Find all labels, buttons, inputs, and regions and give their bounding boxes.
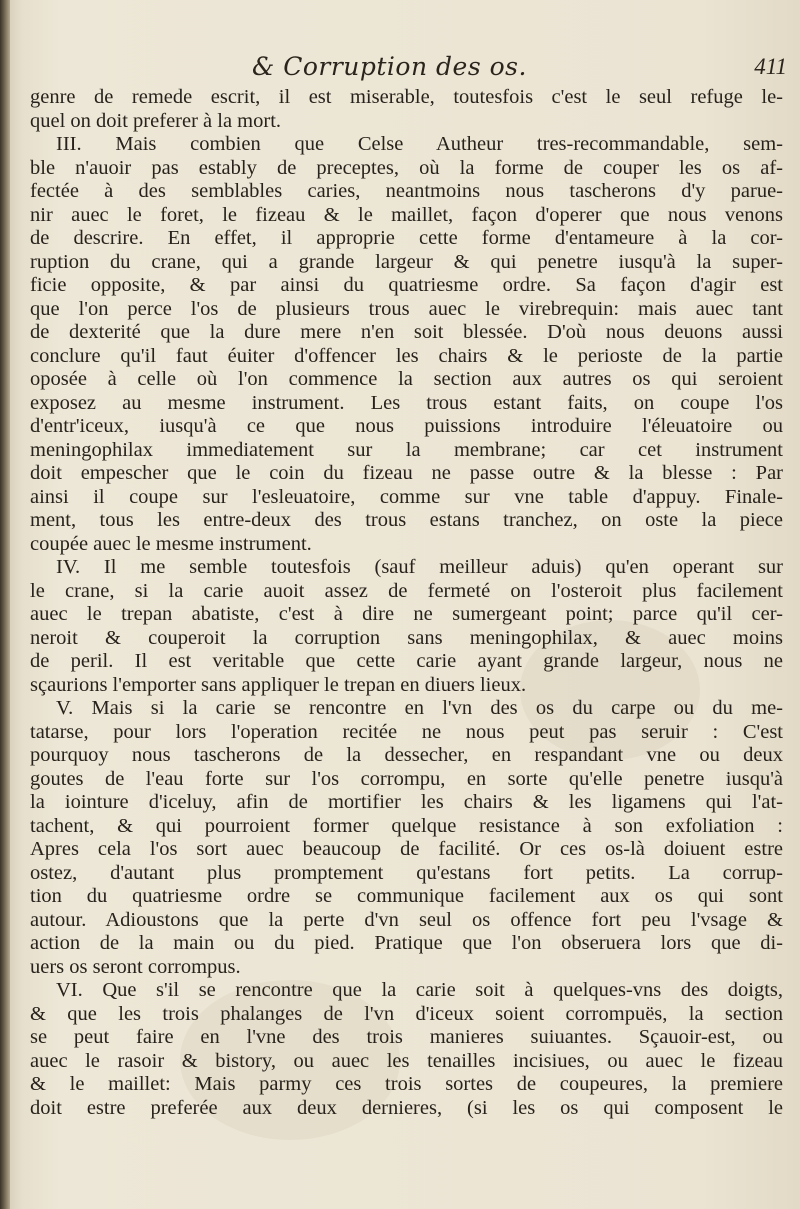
text-line: genre de remede escrit, il est miserable, toutesfois c'est le seul refuge le- — [30, 86, 783, 108]
text-line: III. Mais combien que Celse Autheur tres-recommandable, sem- — [56, 133, 783, 155]
text-line: doit estre preferée aux deux dernieres, (si les os qui composent le — [30, 1096, 783, 1119]
text-line: exposez au mesme instrument. Les trous estant faits, on coupe l'os — [30, 391, 783, 414]
text-line: neroit & couperoit la corruption sans meningophilax, & auec moins — [30, 626, 783, 649]
text-line: ostez, d'autant plus promptement qu'estans fort petits. La corrup- — [30, 861, 783, 884]
text-line: coupée auec le mesme instrument. — [30, 532, 312, 555]
text-line: d'entr'iceux, iusqu'à ce que nous puissions introduire l'éleuatoire ou — [30, 415, 783, 437]
text-line: action de la main ou du pied. Pratique que l'on obseruera lors que di- — [30, 932, 783, 954]
text-line: tatarse, pour lors l'operation recitée ne nous peut pas seruir : C'est — [30, 720, 783, 743]
text-line: tion du quatriesme ordre se communique facilement aux os qui sont — [30, 885, 783, 907]
text-line: V. Mais si la carie se rencontre en l'vn des os du carpe ou du me- — [56, 697, 783, 719]
text-line: ficie opposite, & par ainsi du quatriesme ordre. Sa façon d'agir est — [30, 274, 783, 296]
text-line: & que les trois phalanges de l'vn d'iceux soient corrompuës, la section — [30, 1002, 783, 1025]
text-line: VI. Que s'il se rencontre que la carie soit à quelques-vns des doigts, — [56, 979, 783, 1001]
text-line: que l'on perce l'os de plusieurs trous auec le virebrequin: mais auec tant — [30, 297, 783, 320]
text-line: autour. Adioustons que la perte d'vn seul os offence fort peu l'vsage & — [30, 908, 783, 931]
text-line: conclure qu'il faut éuiter d'offencer les chairs & le perioste de la partie — [30, 344, 783, 367]
page-number: 411 — [754, 54, 787, 79]
text-line: fectée à des semblables caries, neantmoins nous tascherons d'y parue- — [30, 180, 783, 202]
text-line: le crane, si la carie auoit assez de fermeté on l'osteroit plus facilement — [30, 579, 783, 602]
text-line: doit empescher que le coin du fizeau ne passe outre & la blesse : Par — [30, 462, 783, 484]
text-line: oposée à celle où l'on commence la section aux autres os qui seroient — [30, 368, 783, 390]
body-text — [30, 86, 783, 1120]
text-line: ruption du crane, qui a grande largeur & qui penetre iusqu'à la super- — [30, 250, 783, 273]
text-line: meningophilax immediatement sur la membrane; car cet instrument — [30, 438, 783, 461]
text-line: se peut faire en l'vne des trois manieres suiuantes. Sçauoir-est, ou — [30, 1026, 783, 1048]
text-line: ble n'auoir pas estably de preceptes, où la forme de couper les os af- — [30, 156, 783, 179]
text-line: uers os seront corrompus. — [30, 955, 241, 978]
text-line: ainsi il coupe sur l'esleuatoire, comme sur vne table d'appuy. Finale- — [30, 485, 783, 508]
text-line: IV. Il me semble toutesfois (sauf meilleur aduis) qu'en operant sur — [56, 556, 783, 578]
text-line: pourquoy nous tascherons de la dessecher, en respandant vne ou deux — [30, 744, 783, 766]
text-line: de peril. Il est veritable que cette carie ayant grande largeur, nous ne — [30, 650, 783, 672]
text-line: nir auec le foret, le fizeau & le maillet, façon d'operer que nous venons — [30, 203, 783, 226]
text-line: Apres cela l'os sort auec beaucoup de facilité. Or ces os-là doiuent estre — [30, 838, 783, 860]
text-line: quel on doit preferer à la mort. — [30, 109, 282, 132]
text-line: tachent, & qui pourroient former quelque resistance à son exfoliation : — [30, 814, 783, 837]
text-line: auec le rasoir & bistory, ou auec les tenailles incisiues, ou auec le fizeau — [30, 1049, 783, 1072]
text-line: auec le trepan abatiste, c'est à dire ne sumergeant point; parce qu'il cer- — [30, 603, 783, 625]
text-line: de dexterité que la dure mere n'en soit blessée. D'où nous deuons aussi — [30, 321, 783, 343]
page-binding-shadow — [0, 0, 10, 1209]
text-line: goutes de l'eau forte sur l'os corrompu, en sorte qu'elle penetre iusqu'à — [30, 767, 783, 790]
text-line: la iointure d'iceluy, afin de mortifier les chairs & les ligamens qui l'at- — [30, 791, 783, 813]
running-title: & Corruption des os. — [252, 52, 527, 81]
text-line: & le maillet: Mais parmy ces trois sortes de coupeures, la premiere — [30, 1073, 783, 1095]
text-line: sçaurions l'emporter sans appliquer le trepan en diuers lieux. — [30, 673, 527, 696]
text-line: ment, tous les entre-deux des trous estans tranchez, on oste la piece — [30, 509, 783, 531]
text-line: de descrire. En effet, il approprie cette forme d'entameure à la cor- — [30, 227, 783, 249]
